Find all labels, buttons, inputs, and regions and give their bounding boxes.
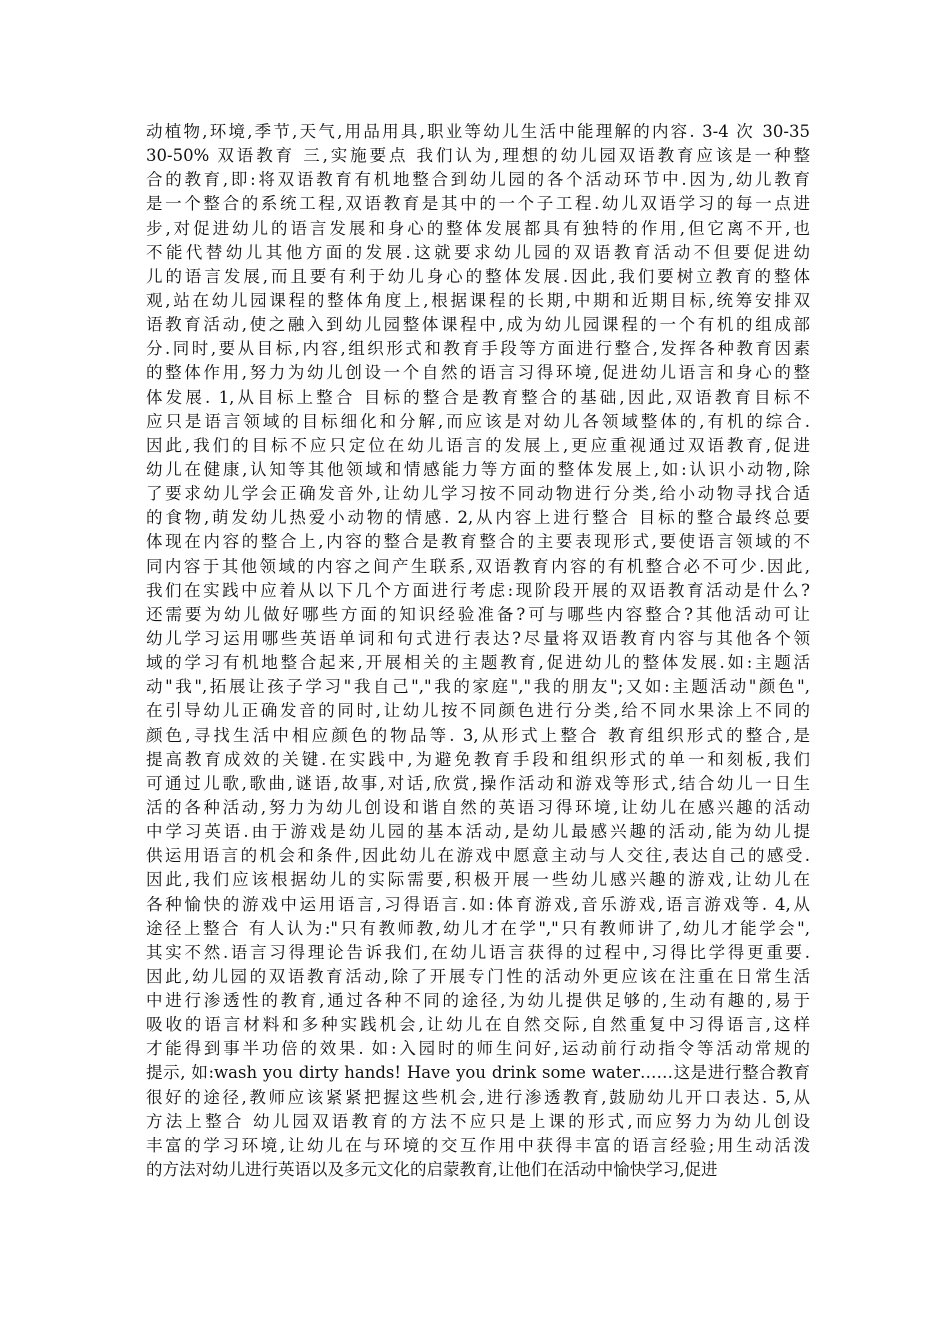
text-line: 的整体作用,努力为幼儿创设一个自然的语言习得环境,促进幼儿语言和身心的整	[146, 363, 810, 383]
text-line: 方法上整合 幼儿园双语教育的方法不应只是上课的形式,而应努力为幼儿创设	[146, 1111, 810, 1131]
text-line: 因此,幼儿园的双语教育活动,除了开展专门性的活动外更应该在注重在日常生活	[146, 966, 810, 986]
text-line: 在引导幼儿正确发音的同时,让幼儿按不同颜色进行分类,给不同水果涂上不同的	[146, 701, 810, 721]
text-line: 途径上整合 有人认为:"只有教师教,幼儿才在学","只有教师讲了,幼儿才能学会",	[146, 918, 810, 938]
text-line: 因此,我们的目标不应只定位在幼儿语言的发展上,更应重视通过双语教育,促进	[146, 435, 810, 455]
text-line: 观,站在幼儿园课程的整体角度上,根据课程的长期,中期和近期目标,统筹安排双	[146, 290, 810, 310]
text-line: 动植物,环境,季节,天气,用品用具,职业等幼儿生活中能理解的内容. 3-4 次 30-35	[146, 122, 810, 141]
text-line: 的食物,萌发幼儿热爱小动物的情感. 2,从内容上进行整合 目标的整合最终总要	[146, 508, 810, 528]
text-line: 应只是语言领域的目标细化和分解,而应该是对幼儿各领域整体的,有机的综合.	[146, 411, 810, 431]
text-line: 不能代替幼儿其他方面的发展.这就要求幼儿园的双语教育活动不但要促进幼	[146, 242, 810, 262]
text-line: 可通过儿歌,歌曲,谜语,故事,对话,欣赏,操作活动和游戏等形式,结合幼儿一日生	[146, 773, 810, 793]
text-line: 各种愉快的游戏中运用语言,习得语言.如:体育游戏,音乐游戏,语言游戏等. 4,从	[146, 894, 810, 914]
body-text	[146, 120, 810, 1182]
text-line: 步,对促进幼儿的语言发展和身心的整体发展都具有独特的作用,但它离不开,也	[146, 218, 810, 238]
text-line: 我们在实践中应着从以下几个方面进行考虑:现阶段开展的双语教育活动是什么?	[146, 580, 810, 600]
text-line: 很好的途径,教师应该紧紧把握这些机会,进行渗透教育,鼓励幼儿开口表达. 5,从	[146, 1087, 810, 1107]
text-line: 提示, 如:wash you dirty hands! Have you drink some water……这是进行整合教育	[146, 1063, 810, 1083]
text-line: 体发展. 1,从目标上整合 目标的整合是教育整合的基础,因此,双语教育目标不	[146, 387, 810, 407]
text-line: 了要求幼儿学会正确发音外,让幼儿学习按不同动物进行分类,给小动物寻找合适	[146, 484, 810, 504]
text-line: 中学习英语.由于游戏是幼儿园的基本活动,是幼儿最感兴趣的活动,能为幼儿提	[146, 822, 810, 842]
text-line: 吸收的语言材料和多种实践机会,让幼儿在自然交际,自然重复中习得语言,这样	[146, 1015, 810, 1035]
text-line: 其实不然.语言习得理论告诉我们,在幼儿语言获得的过程中,习得比学得更重要.	[146, 942, 810, 962]
text-line: 的方法对幼儿进行英语以及多元文化的启蒙教育,让他们在活动中愉快学习,促进	[146, 1160, 718, 1180]
text-line: 动"我",拓展让孩子学习"我自己","我的家庭","我的朋友";又如:主题活动"颜色",	[146, 677, 810, 697]
text-line: 幼儿学习运用哪些英语单词和句式进行表达?尽量将双语教育内容与其他各个领	[146, 628, 810, 648]
text-line: 30-50% 双语教育 三,实施要点 我们认为,理想的幼儿园双语教育应该是一种整	[146, 146, 810, 166]
text-line: 合的教育,即:将双语教育有机地整合到幼儿园的各个活动环节中.因为,幼儿教育	[146, 170, 810, 190]
text-line: 提高教育成效的关键.在实践中,为避免教育手段和组织形式的单一和刻板,我们	[146, 749, 810, 769]
text-line: 还需要为幼儿做好哪些方面的知识经验准备?可与哪些内容整合?其他活动可让	[146, 604, 810, 624]
text-line: 是一个整合的系统工程,双语教育是其中的一个子工程.幼儿双语学习的每一点进	[146, 194, 810, 214]
text-line: 丰富的学习环境,让幼儿在与环境的交互作用中获得丰富的语言经验;用生动活泼	[146, 1135, 810, 1155]
text-line: 颜色,寻找生活中相应颜色的物品等. 3,从形式上整合 教育组织形式的整合,是	[146, 725, 810, 745]
text-line: 域的学习有机地整合起来,开展相关的主题教育,促进幼儿的整体发展.如:主题活	[146, 653, 810, 673]
text-line: 因此,我们应该根据幼儿的实际需要,积极开展一些幼儿感兴趣的游戏,让幼儿在	[146, 870, 810, 890]
text-line: 中进行渗透性的教育,通过各种不同的途径,为幼儿提供足够的,生动有趣的,易于	[146, 991, 810, 1011]
text-line: 活的各种活动,努力为幼儿创设和谐自然的英语习得环境,让幼儿在感兴趣的活动	[146, 797, 810, 817]
text-line: 才能得到事半功倍的效果. 如:入园时的师生问好,运动前行动指令等活动常规的	[146, 1039, 810, 1059]
text-line: 儿的语言发展,而且要有利于幼儿身心的整体发展.因此,我们要树立教育的整体	[146, 266, 810, 286]
text-line: 体现在内容的整合上,内容的整合是教育整合的主要表现形式,要使语言领域的不	[146, 532, 810, 552]
text-line: 供运用语言的机会和条件,因此幼儿在游戏中愿意主动与人交往,表达自己的感受.	[146, 846, 810, 866]
text-line: 分.同时,要从目标,内容,组织形式和教育手段等方面进行整合,发挥各种教育因素	[146, 339, 810, 359]
text-line: 幼儿在健康,认知等其他领域和情感能力等方面的整体发展上,如:认识小动物,除	[146, 459, 810, 479]
text-line: 语教育活动,使之融入到幼儿园整体课程中,成为幼儿园课程的一个有机的组成部	[146, 315, 810, 335]
text-line: 同内容于其他领域的内容之间产生联系,双语教育内容的有机整合必不可少.因此,	[146, 556, 810, 576]
